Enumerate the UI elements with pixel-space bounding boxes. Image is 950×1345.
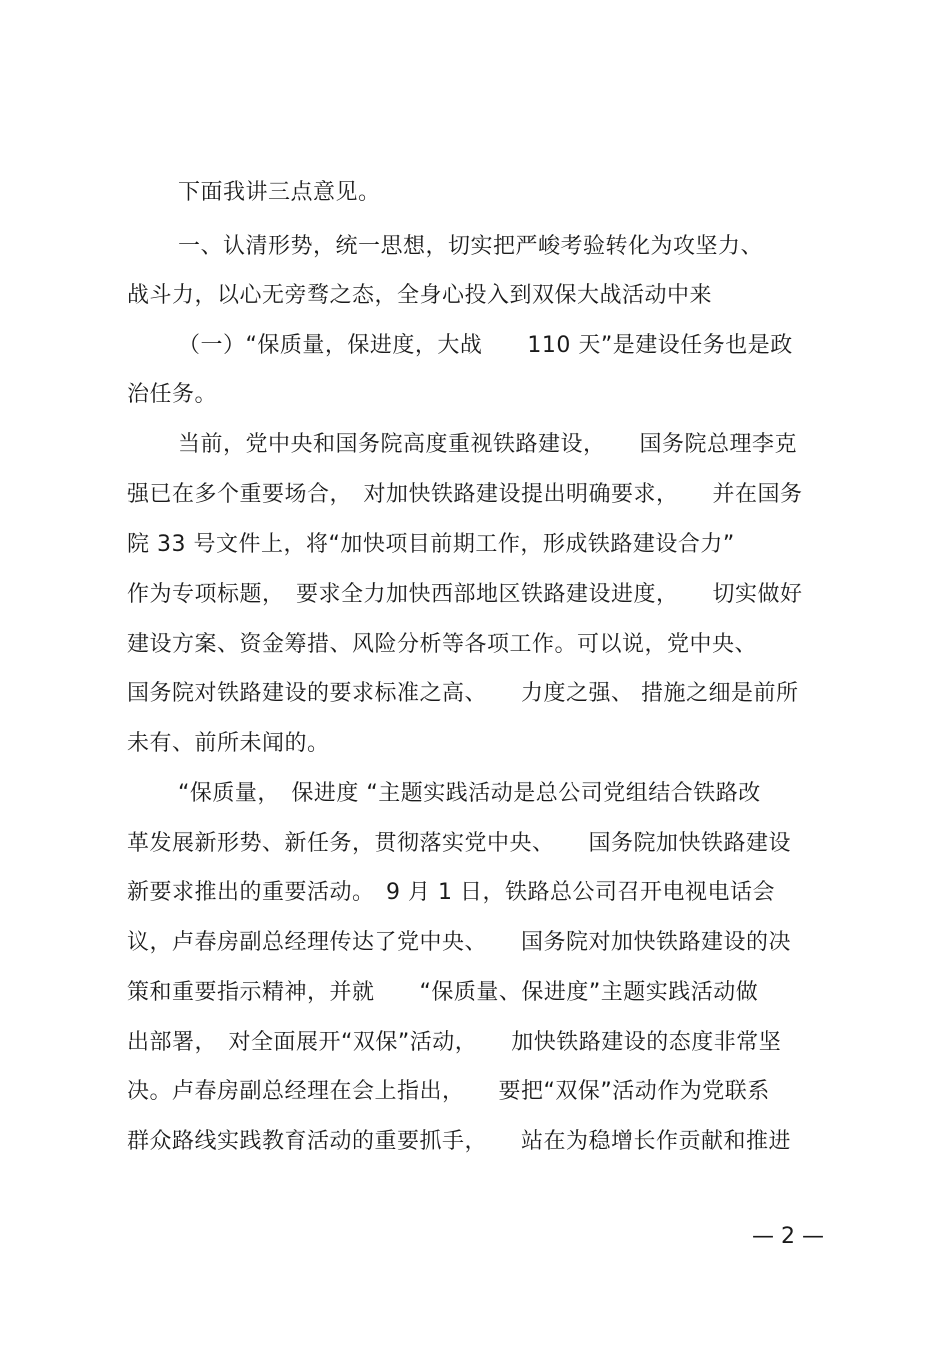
subheading-line: （一）“保质量，保进度，大战 110 天”是建设任务也是政 [178, 333, 793, 358]
paragraph-line: 当前，党中央和国务院高度重视铁路建设， 国务院总理李克 [178, 432, 798, 457]
paragraph-line: 新要求推出的重要活动。 9 月 1 日，铁路总公司召开电视电话会 [127, 880, 775, 905]
paragraph-line: 革发展新形势、新任务，贯彻落实党中央、 国务院加快铁路建设 [127, 831, 792, 856]
paragraph-line: 决。卢春房副总经理在会上指出， 要把“双保”活动作为党联系 [127, 1079, 770, 1104]
paragraph-line: 国务院对铁路建设的要求标准之高、 力度之强、 措施之细是前所 [127, 681, 799, 706]
subheading-line: 治任务。 [127, 382, 218, 407]
paragraph-line: 未有、前所未闻的。 [127, 731, 330, 756]
page-number: — 2 — [752, 1224, 824, 1249]
paragraph-line: 建设方案、资金筹措、风险分析等各项工作。可以说，党中央、 [127, 632, 758, 657]
paragraph-line: 策和重要指示精神，并就 “保质量、保进度”主题实践活动做 [127, 980, 759, 1005]
heading-line: 一、认清形势，统一思想，切实把严峻考验转化为攻坚力、 [178, 234, 764, 259]
paragraph-line: “保质量， 保进度 “主题实践活动是总公司党组结合铁路改 [178, 781, 761, 806]
heading-line: 战斗力，以心无旁骛之态，全身心投入到双保大战活动中来 [127, 283, 713, 308]
paragraph-line: 群众路线实践教育活动的重要抓手， 站在为稳增长作贡献和推进 [127, 1129, 792, 1154]
paragraph-line: 出部署， 对全面展开“双保”活动， 加快铁路建设的态度非常坚 [127, 1030, 782, 1055]
paragraph-line: 院 33 号文件上，将“加快项目前期工作，形成铁路建设合力” [127, 532, 735, 557]
paragraph-line: 强已在多个重要场合， 对加快铁路建设提出明确要求， 并在国务 [127, 482, 803, 507]
paragraph-line: 下面我讲三点意见。 [178, 180, 381, 205]
paragraph-line: 议，卢春房副总经理传达了党中央、 国务院对加快铁路建设的决 [127, 930, 792, 955]
paragraph-line: 作为专项标题， 要求全力加快西部地区铁路建设进度， 切实做好 [127, 582, 803, 607]
